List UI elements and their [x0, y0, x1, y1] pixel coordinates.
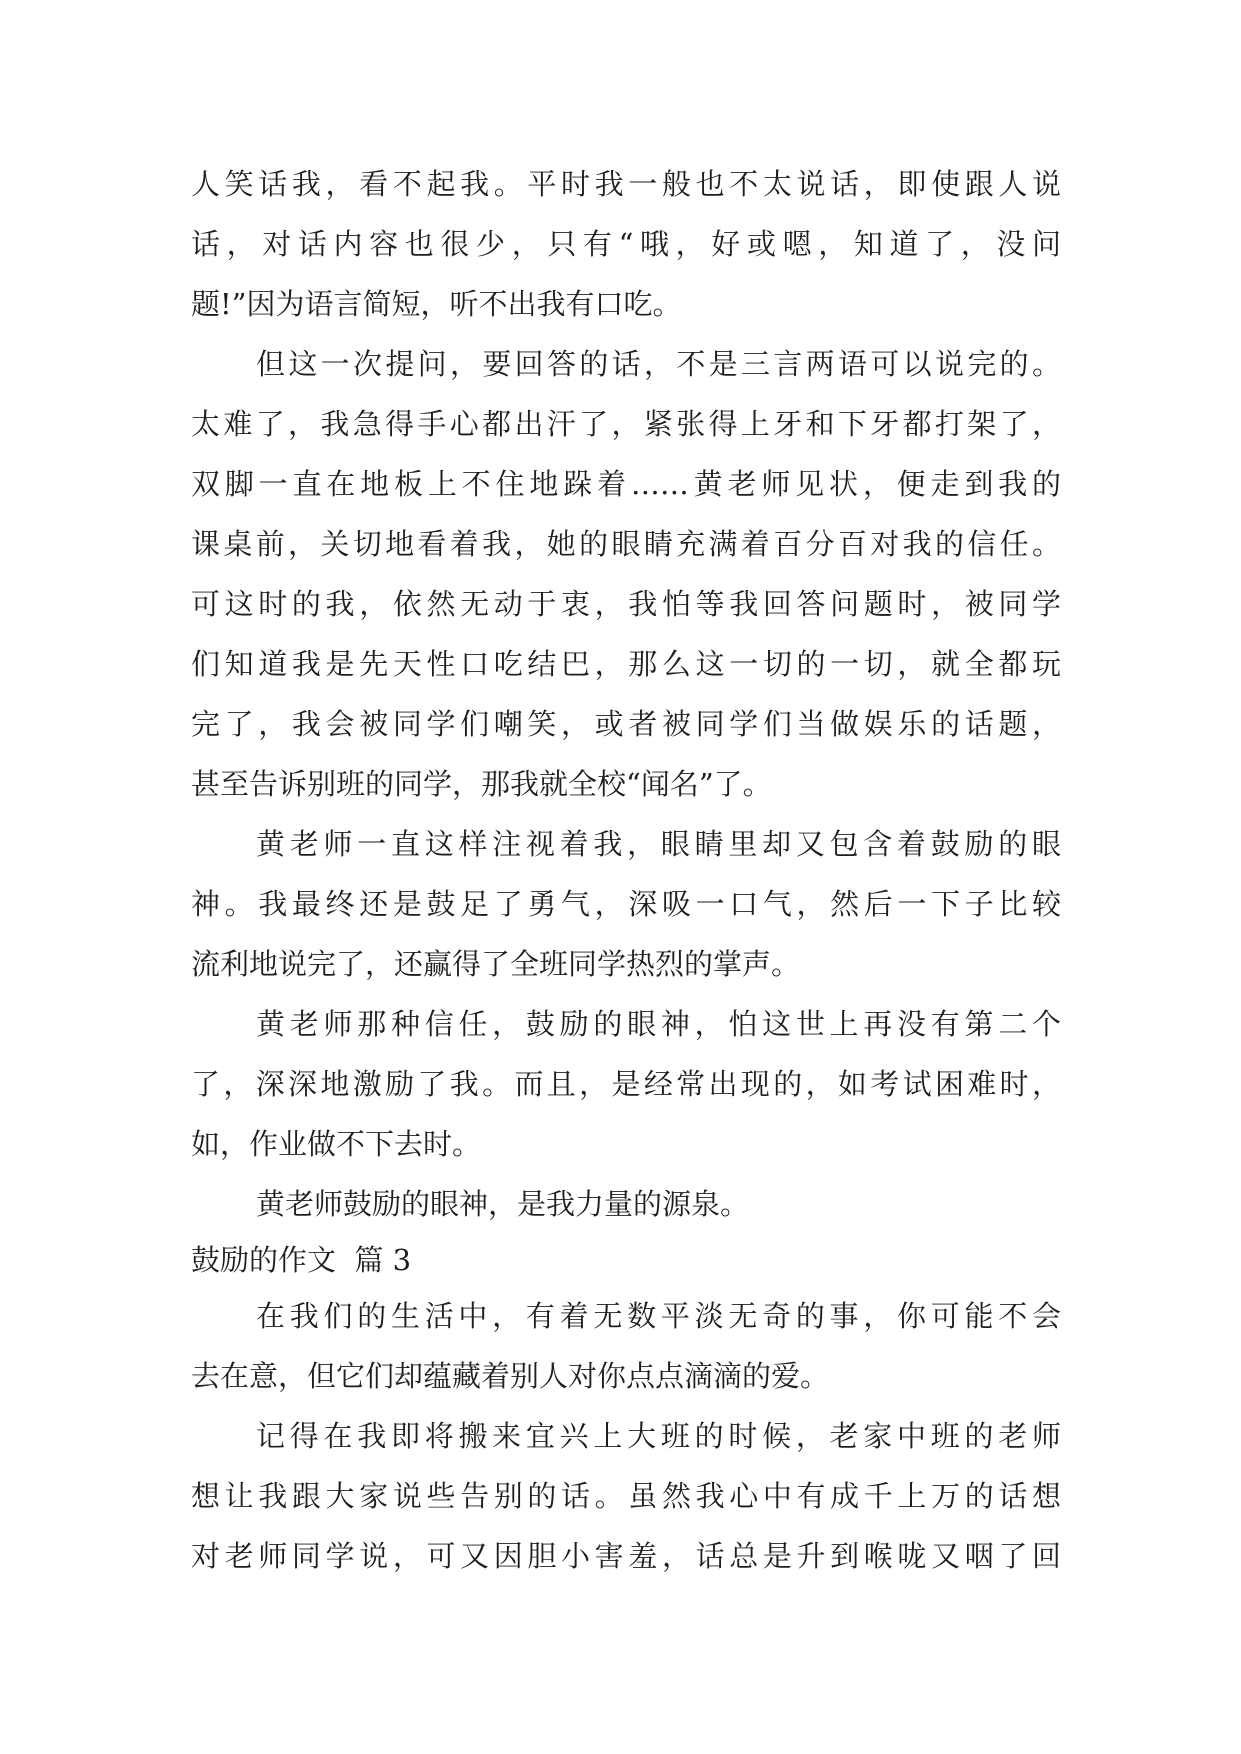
text-line: 们知道我是先天性口吃结巴，那么这一切的一切，就全都玩	[191, 647, 1061, 681]
paragraph-start-line: 黄老师那种信任，鼓励的眼神，怕这世上再没有第二个	[256, 1007, 1061, 1041]
paragraph-start-line: 黄老师一直这样注视着我，眼睛里却又包含着鼓励的眼	[256, 827, 1061, 861]
text-line: 双脚一直在地板上不住地跺着……黄老师见状，便走到我的	[191, 467, 1061, 501]
paragraph-start-line: 黄老师鼓励的眼神，是我力量的源泉。	[256, 1187, 750, 1221]
paragraph-start-line: 记得在我即将搬来宜兴上大班的时候，老家中班的老师	[256, 1419, 1061, 1453]
text-line: 去在意，但它们却蕴藏着别人对你点点滴滴的爱。	[191, 1359, 830, 1393]
paragraph-start-line: 但这一次提问，要回答的话，不是三言两语可以说完的。	[256, 347, 1061, 381]
section-heading: 鼓励的作文 篇 3	[191, 1243, 412, 1277]
text-line: 如，作业做不下去时。	[191, 1127, 482, 1161]
text-line: 神。我最终还是鼓足了勇气，深吸一口气，然后一下子比较	[191, 887, 1061, 921]
text-line: 课桌前，关切地看着我，她的眼睛充满着百分百对我的信任。	[191, 527, 1061, 561]
text-line: 对老师同学说，可又因胆小害羞，话总是升到喉咙又咽了回	[191, 1539, 1061, 1573]
text-line: 甚至告诉别班的同学，那我就全校“闻名”了。	[191, 767, 772, 801]
text-line: 人笑话我，看不起我。平时我一般也不太说话，即使跟人说	[191, 167, 1061, 201]
paragraph-start-line: 在我们的生活中，有着无数平淡无奇的事，你可能不会	[256, 1299, 1061, 1333]
text-line: 了，深深地激励了我。而且，是经常出现的，如考试困难时，	[191, 1067, 1061, 1101]
text-line: 流利地说完了，还赢得了全班同学热烈的掌声。	[191, 947, 801, 981]
text-line: 想让我跟大家说些告别的话。虽然我心中有成千上万的话想	[191, 1479, 1061, 1513]
text-line: 可这时的我，依然无动于衷，我怕等我回答问题时，被同学	[191, 587, 1061, 621]
text-line: 话，对话内容也很少，只有“哦，好或嗯，知道了，没问	[191, 227, 1061, 261]
text-line: 题!”因为语言简短，听不出我有口吃。	[191, 287, 682, 321]
text-line: 完了，我会被同学们嘲笑，或者被同学们当做娱乐的话题，	[191, 707, 1061, 741]
text-line: 太难了，我急得手心都出汗了，紧张得上牙和下牙都打架了，	[191, 407, 1061, 441]
